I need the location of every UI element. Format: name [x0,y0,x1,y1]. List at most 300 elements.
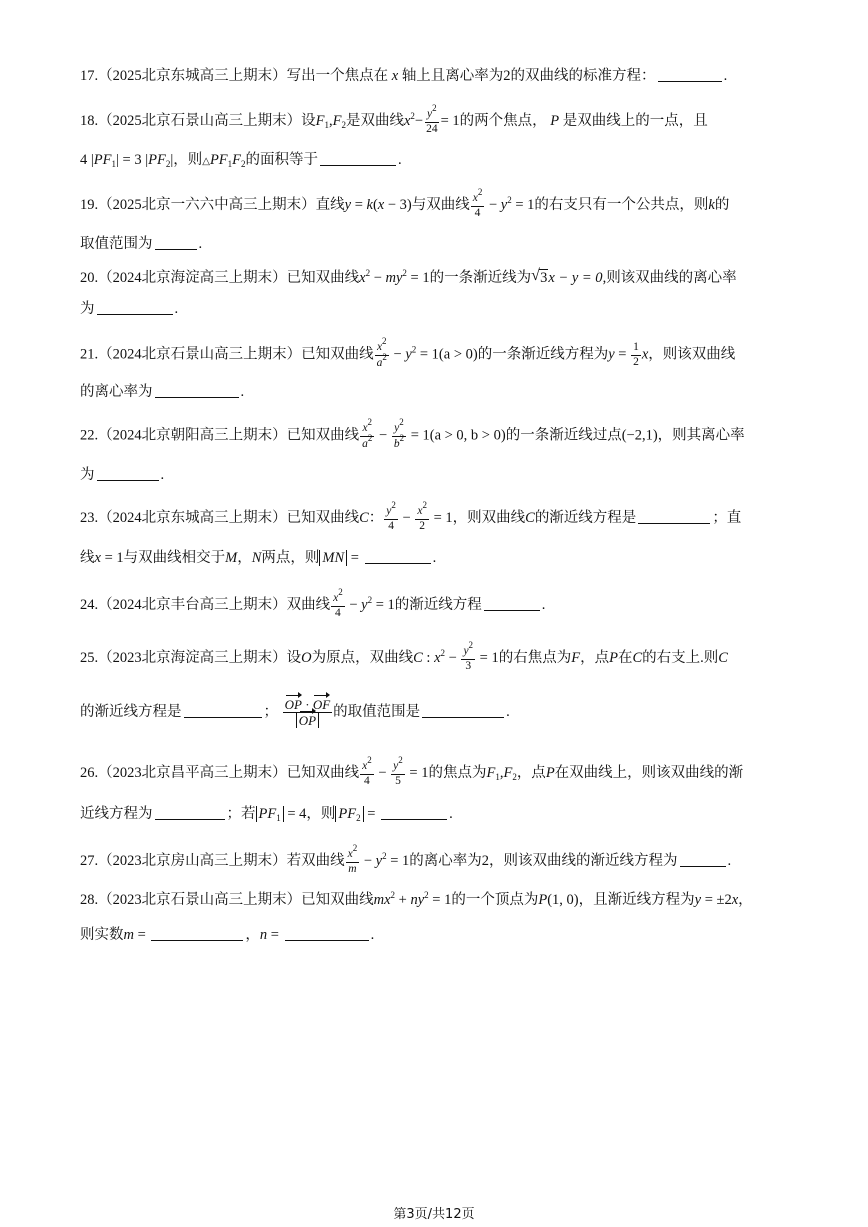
math-var: F [232,152,242,168]
question-text: 的一条渐近线方程为 [477,346,609,363]
math-op: = 1 [386,852,410,869]
question-number: 20. [80,270,99,286]
question-text: 是双曲线 [345,112,404,129]
answer-blank [155,805,225,820]
question-number: 19. [80,196,99,213]
question-text: 的渐近线方程是 [534,509,637,526]
question-text: 已知双曲线 [286,427,360,444]
math-var: k [366,196,373,213]
math-op: − [370,270,386,286]
math-var: y [694,892,702,908]
math-var: PF [93,152,112,168]
math-op: = 1 [511,196,535,213]
question-text: ，则 [306,806,336,822]
question-text: 设 [301,112,316,129]
question-21-line-2 [80,382,244,402]
answer-blank [658,67,722,82]
math-var: my [385,270,403,286]
math-var: y [608,346,615,363]
question-source: （2024北京朝阳高三上期末） [98,427,287,444]
math-op: = [347,550,363,566]
question-24 [80,587,546,619]
math-var: x [417,505,423,517]
math-var: x [391,68,399,84]
question-number: 24. [80,596,99,613]
math-num: 4 [388,519,394,532]
math-var: x [731,892,739,908]
question-20 [80,268,737,288]
math-sup: 2 [411,344,417,355]
punct: , [499,764,504,781]
math-op: − [360,852,376,869]
math-var: x [403,112,411,129]
math-var: PF [258,806,277,822]
math-op: = 1 [406,270,430,286]
math-num: 4 [474,206,481,219]
math-sup: 2 [507,194,512,205]
question-text: 的取值范围是 [333,703,421,720]
punct: . [160,467,165,483]
question-number: 25. [80,649,99,666]
question-text: 已知双曲线 [301,346,374,363]
question-source: （2023北京石景山高三上期末） [98,892,302,908]
math-op: = [267,927,283,943]
fraction [471,187,485,219]
question-source: （2024北京石景山高三上期末） [98,346,302,363]
question-number: 26. [80,764,99,781]
question-source: （2024北京丰台高三上期末） [98,596,287,613]
math-var: ny [410,892,425,908]
math-var: O [301,649,312,666]
math-sub: 1 [227,159,233,169]
math-var: n [259,927,268,943]
math-op: = 1(a > 0, b > 0) [407,427,506,444]
question-text: 若双曲线 [286,852,345,869]
math-op: | = 3 | [116,152,149,168]
question-20-line-2 [80,299,178,319]
question-source: （2025北京石景山高三上期末） [98,112,302,129]
punct: . [432,550,437,566]
math-op: − [485,196,501,213]
math-var: y [344,196,352,213]
math-sup: 2 [338,587,343,597]
math-var: P [550,112,560,129]
math-sup: 2 [424,890,429,900]
math-op: = [614,346,631,363]
question-22-line-2 [80,465,164,485]
punct: . [398,152,402,168]
question-text: 取值范围为 [80,236,153,252]
question-text: 为原点，双曲线 [311,649,414,666]
math-sup: 2 [367,432,373,443]
question-source: （2024北京东城高三上期末） [98,509,287,526]
fraction [331,587,345,619]
answer-blank [320,151,396,166]
math-op: − [375,427,391,444]
math-sup: 2 [367,417,373,427]
question-23 [80,500,742,532]
math-abs: MN [319,550,347,566]
question-28 [80,890,753,910]
math-var: F [486,764,496,781]
math-var: x [362,422,368,434]
math-op: = 1 [372,596,395,613]
math-op: = 1(a > 0) [416,346,478,363]
math-var: x [434,649,441,666]
math-var: y [393,760,399,772]
question-number: 21. [80,346,99,363]
question-text: 设 [286,649,302,666]
math-var: x [548,270,555,286]
question-19 [80,187,730,219]
question-text: 已知双曲线 [286,509,360,526]
page-footer: 第3页/共12页 [393,1207,475,1222]
fraction [375,336,389,369]
answer-blank [97,300,173,315]
math-num: 3 [540,270,548,286]
math-op: 4 | [80,152,94,168]
math-op: = 1 [405,764,429,781]
math-op: = [351,196,367,213]
math-num: 24 [426,122,438,135]
fraction [360,417,374,450]
math-var: PF [338,806,357,822]
punct: . [449,806,453,822]
math-sub: 2 [165,159,171,169]
question-text: 与双曲线相交于 [123,550,226,566]
punct: ； [263,703,278,720]
question-text: ，且渐近线方程为 [578,892,695,908]
math-num: 3 [465,659,472,672]
math-sup: 2 [352,843,358,853]
math-var: M [225,550,238,566]
question-text: ，则双曲线 [452,509,526,526]
question-text: 已知双曲线 [301,892,374,908]
math-var: x [472,192,478,204]
question-text: ， [237,550,252,566]
math-var: F [503,764,513,781]
math-sup: 2 [391,500,396,510]
question-22 [80,417,745,450]
sqrt: √ 3 [531,267,548,286]
math-sup: 2 [432,103,437,113]
math-op: = [133,927,150,943]
punct: . [506,703,510,720]
question-text: 的一条渐近线为 [429,270,532,286]
math-var: y [463,645,469,657]
answer-blank [484,596,540,611]
math-var: x [362,760,368,772]
question-number: 17. [80,68,99,84]
math-var: x [359,270,366,286]
answer-blank [155,383,239,398]
answer-blank [97,466,159,481]
math-var: N [251,550,262,566]
punct: . [727,852,732,869]
math-sub: 1 [111,159,116,169]
punct: ： [368,509,384,526]
math-var: b [393,437,400,450]
math-var: C [413,649,423,666]
question-number: 22. [80,427,99,444]
math-sub: 2 [356,813,361,823]
question-number: 23. [80,509,99,526]
fraction [631,342,641,368]
punct: : [422,649,435,666]
math-sub: 2 [341,119,346,130]
math-op: = 1 [476,649,499,666]
question-27 [80,843,732,875]
question-source: （2025北京一六六中高三上期末） [98,196,316,213]
math-var: x [347,848,353,860]
question-text: ,则该双曲线的离心率 [602,270,737,286]
fraction [360,755,374,787]
answer-blank [184,703,262,718]
math-sup: 2 [382,336,387,346]
math-var: x [641,346,649,363]
triangle-symbol: △ [202,156,210,167]
question-source: （2024北京海淀高三上期末） [98,270,287,286]
question-25-line-2 [80,698,510,727]
question-text: ，则其离心率 [657,427,745,444]
vector: OP [284,697,302,712]
math-op: − 3) [384,196,412,213]
math-var: m [348,862,357,875]
math-op: − [445,649,461,666]
math-var: F [218,152,228,168]
question-text: 为 [80,467,95,483]
question-text: 是双曲线上的一点，且 [562,112,708,129]
math-num: 1 [631,342,641,356]
math-sup: 2 [410,110,415,121]
math-var: F [571,649,581,666]
answer-blank [422,703,504,718]
math-num: 2 [419,519,426,532]
math-op: | [170,152,174,168]
math-op: = 1 [440,112,460,129]
math-var: C [718,649,728,666]
question-text: 两点，则 [261,550,320,566]
math-var: x [94,550,101,566]
question-text: 近线方程为 [80,806,153,822]
question-text: 的离心率为2，则该双曲线的渐近线方程为 [409,852,678,869]
vector: OP [298,713,317,728]
question-21 [80,336,736,369]
math-op: = 4 [283,806,307,822]
math-var: x [377,196,385,213]
math-var: m [123,927,134,943]
math-sup: 2 [382,850,387,861]
math-var: PF [148,152,166,168]
question-text: 的焦点为 [428,764,487,781]
answer-blank [381,805,447,820]
math-op: = 1 [428,892,452,908]
math-var: y [427,108,433,120]
math-var: y [386,505,392,517]
question-text: 的一个顶点为 [451,892,539,908]
question-text: 在 [617,649,633,666]
question-text: 为 [80,301,95,317]
question-28-line-2 [80,925,374,945]
math-var: a [376,356,383,369]
math-op: · [301,697,313,712]
math-var: y [394,422,400,434]
answer-blank [151,926,243,941]
answer-blank [285,926,369,941]
question-text: 轴上且离心率为2的双曲线的标准方程： [401,68,656,84]
math-sup: 2 [367,755,372,765]
math-op: + [395,892,411,908]
question-text: 的渐近线方程 [394,596,482,613]
math-var: C [525,509,535,526]
answer-blank [155,235,197,250]
math-num: 4 [364,774,370,787]
math-var: y [361,596,368,613]
question-19-line-2 [80,234,202,254]
question-text: 写出一个焦点在 [286,68,389,84]
math-var: P [609,649,618,666]
question-text: 直线 [315,196,345,213]
punct: . [198,236,203,252]
math-op: = [363,806,380,822]
fraction [392,417,406,450]
math-op: = 1 [100,550,124,566]
math-num: 5 [395,774,401,787]
question-number: 28. [80,892,99,908]
question-25 [80,640,728,672]
question-18-line-2 [80,150,402,172]
fraction [424,103,440,135]
math-var: x [333,592,339,604]
question-text: 双曲线 [286,596,331,613]
math-sup: 2 [477,187,483,197]
punct: . [370,927,375,943]
math-op: − [389,346,406,363]
math-var: mx [373,892,391,908]
math-op: = 1 [429,509,453,526]
fraction [415,500,429,532]
answer-blank [680,852,726,867]
fraction [461,640,475,672]
math-op: − [398,509,415,526]
answer-blank [638,509,710,524]
question-text: 在双曲线上，则该双曲线的渐 [554,764,744,781]
question-source: （2023北京昌平高三上期末） [98,764,287,781]
question-text: 线 [80,550,95,566]
question-text: 的两个焦点， [459,112,547,129]
math-sub: 1 [324,119,329,130]
question-number: 27. [80,852,99,869]
math-op: − y = 0 [554,270,603,286]
question-text: 的离心率为 [80,384,153,400]
math-var: F [315,112,325,129]
math-var: x [376,341,383,353]
punct: . [541,596,546,613]
math-sup: 2 [399,432,405,443]
math-sub: 2 [241,159,246,169]
question-text: ；直 [712,509,742,526]
question-source: （2025北京东城高三上期末） [98,68,287,84]
question-17 [80,66,727,86]
question-source: （2023北京海淀高三上期末） [98,649,287,666]
question-text: ，则该双曲线 [648,346,736,363]
math-op: ( [372,196,378,213]
punct: , [328,112,333,129]
question-text: ；若 [226,806,256,822]
math-var: y [405,346,412,363]
math-op: − [374,764,391,781]
punct: . [723,68,728,84]
question-text: ， [738,892,753,908]
question-text: 与双曲线 [411,196,470,213]
answer-blank [365,549,431,564]
question-text: ，则 [173,152,203,168]
question-text: 的右支上.则 [642,649,719,666]
math-num: 4 [335,606,341,619]
math-sup: 2 [422,500,427,510]
question-text: 已知双曲线 [286,270,360,286]
question-text: 则实数 [80,927,124,943]
math-point: (1, 0) [547,892,579,908]
math-op: = ±2 [701,892,732,908]
punct: . [240,384,245,400]
math-op: − [345,596,362,613]
math-sup: 2 [440,647,445,658]
math-sup: 2 [398,755,403,765]
punct: ， [245,927,260,943]
question-text: ，点 [516,764,546,781]
question-text: 的面积等于 [245,152,319,168]
fraction [346,843,360,875]
math-sup: 2 [367,594,373,605]
math-var: a [362,437,368,450]
math-var: P [209,152,219,168]
question-23-line-2 [80,548,436,568]
math-sup: 2 [402,268,407,278]
question-text: 已知双曲线 [286,764,360,781]
math-var: y [500,196,508,213]
question-source: （2023北京房山高三上期末） [98,852,287,869]
question-text: 的右支只有一个公共点，则 [534,196,709,213]
math-var: k [708,196,715,213]
math-var: F [332,112,342,129]
math-var: P [545,764,555,781]
math-sup: 2 [399,417,404,427]
vector: OF [312,697,331,712]
math-var: y [375,852,383,869]
question-18 [80,103,708,135]
math-sup: 2 [365,268,371,278]
question-text: 的渐近线方程是 [80,703,182,720]
math-sub: 1 [495,771,500,782]
question-text: ，点 [580,649,610,666]
question-text: 的 [714,196,730,213]
question-number: 18. [80,112,99,129]
math-var: C [632,649,643,666]
math-op: − [414,112,424,129]
fraction [391,755,405,787]
math-sub: 2 [512,771,517,782]
math-var: P [538,892,548,908]
question-text: 的一条渐近线过点 [505,427,622,444]
math-sub: 1 [276,813,281,823]
fraction [283,698,333,727]
fraction [384,500,398,532]
question-26-line-2 [80,804,453,824]
question-26 [80,755,744,787]
math-var: C [359,509,369,526]
punct: . [174,301,179,317]
